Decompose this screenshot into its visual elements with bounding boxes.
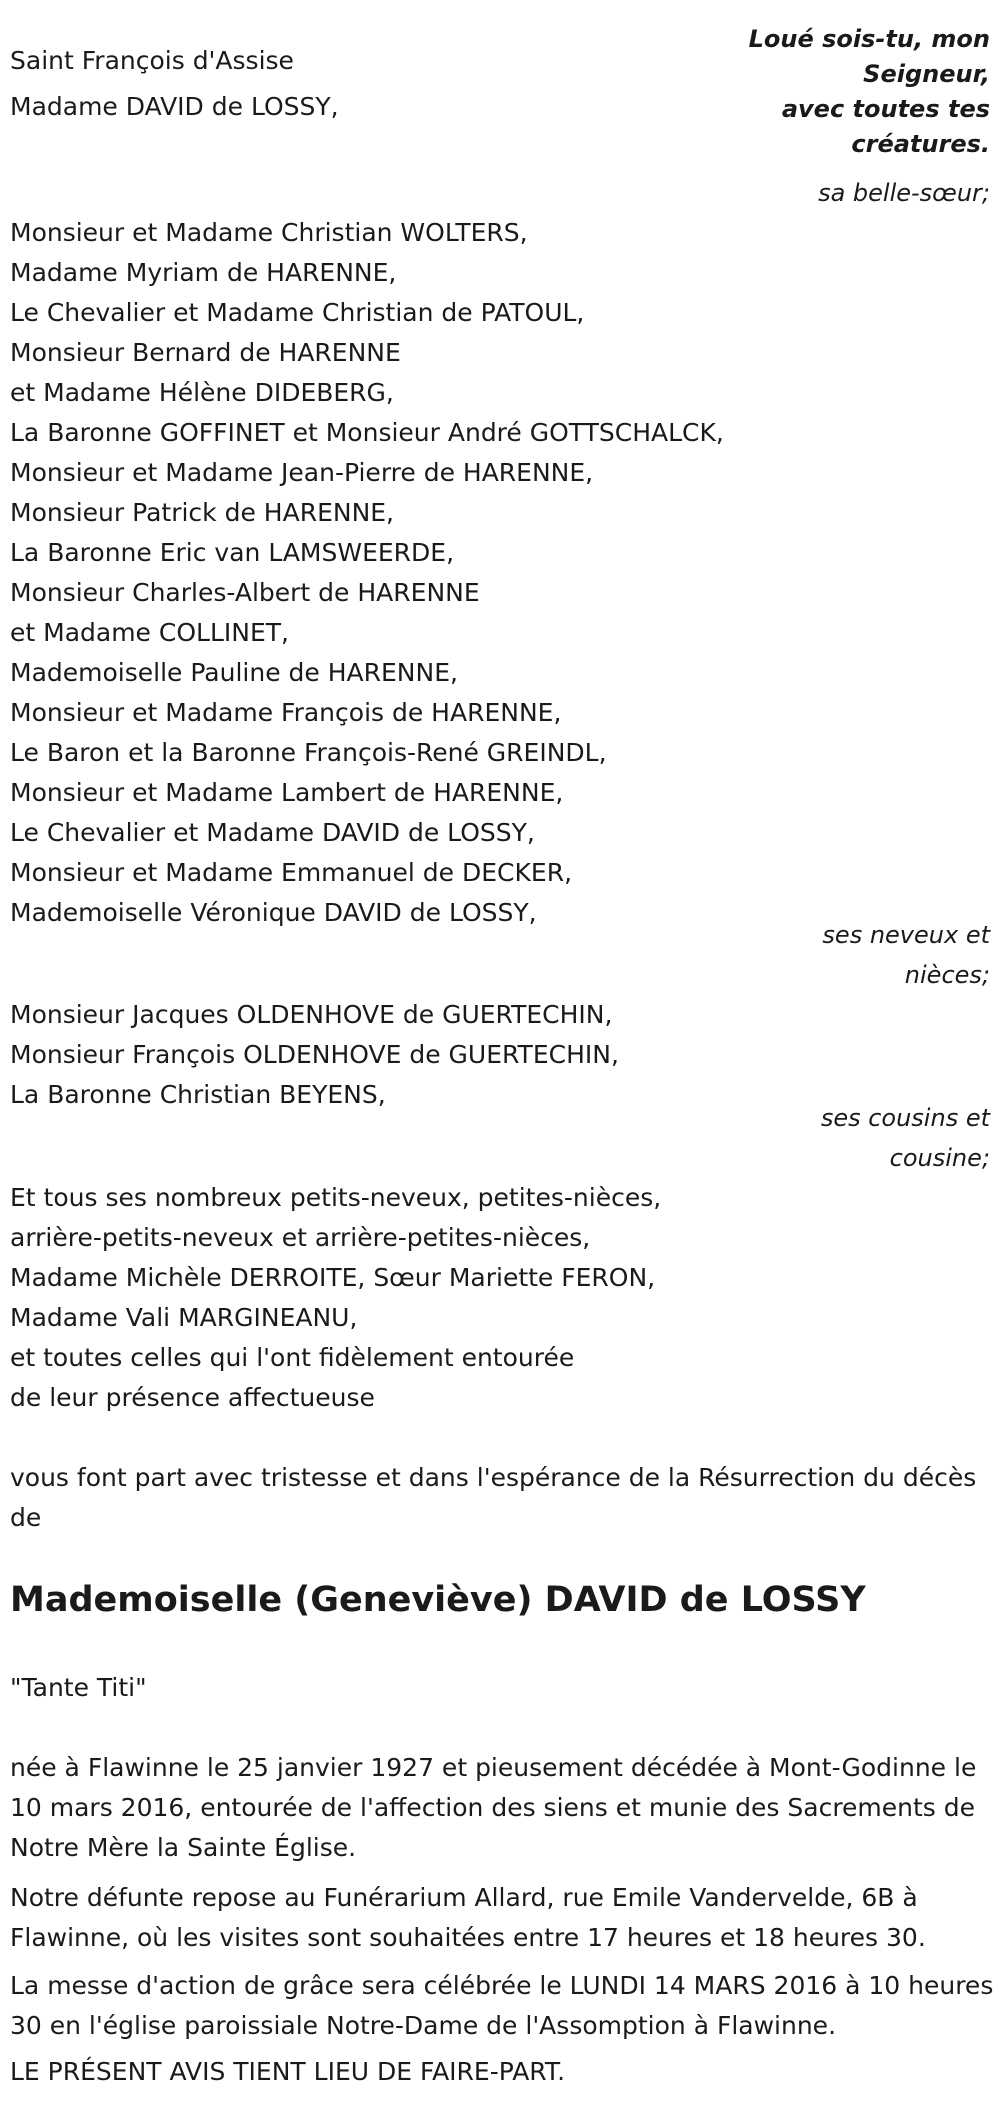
- deceased-name: Mademoiselle (Geneviève) DAVID de LOSSY: [10, 1580, 866, 1620]
- quote-line: Seigneur,: [863, 60, 990, 88]
- header-lines: [10, 38, 339, 130]
- role-cousins: [690, 1098, 990, 1178]
- list-item: Le Chevalier et Madame DAVID de LOSSY,: [10, 818, 535, 847]
- nickname: "Tante Titi": [10, 1673, 147, 1702]
- list-item: Le Chevalier et Madame Christian de PATOUL,: [10, 298, 585, 327]
- role-belle-soeur: sa belle-sœur;: [818, 179, 990, 207]
- list-item: Monsieur Jacques OLDENHOVE de GUERTECHIN,: [10, 1000, 613, 1029]
- role-neveux: [690, 915, 990, 995]
- list-item: Monsieur François OLDENHOVE de GUERTECHIN,: [10, 1040, 619, 1069]
- list-item: Monsieur et Madame Lambert de HARENNE,: [10, 778, 564, 807]
- list-item: Madame Michèle DERROITE, Sœur Mariette FERON,: [10, 1263, 656, 1292]
- list-item: La Baronne Christian BEYENS,: [10, 1080, 386, 1109]
- role-line: ses cousins et: [820, 1104, 990, 1132]
- funerarium-paragraph: Notre défunte repose au Funérarium Allard, rue Emile Vandervelde, 6B à Flawinne, où les visites sont souhaitées entre 17 heures et 18 heures 30.: [10, 1883, 926, 1952]
- list-item: Monsieur et Madame Christian WOLTERS,: [10, 218, 528, 247]
- list-item: Monsieur et Madame Jean-Pierre de HARENNE,: [10, 458, 594, 487]
- list-item: Et tous ses nombreux petits-neveux, petites-nièces,: [10, 1183, 662, 1212]
- sister-in-law-name: Madame DAVID de LOSSY,: [10, 92, 339, 121]
- list-item: La Baronne Eric van LAMSWEERDE,: [10, 538, 455, 567]
- quote-line: avec toutes tes: [781, 95, 990, 123]
- list-item: arrière-petits-neveux et arrière-petites-nièces,: [10, 1223, 591, 1252]
- list-item: et Madame COLLINET,: [10, 618, 289, 647]
- quote-line: créatures.: [851, 130, 990, 158]
- others-list: [10, 1178, 661, 1418]
- role-line: cousine;: [889, 1144, 990, 1172]
- list-item: Madame Myriam de HARENNE,: [10, 258, 397, 287]
- neveux-list: [10, 213, 724, 933]
- epigraph-quote: [690, 22, 990, 162]
- birth-death-paragraph: née à Flawinne le 25 janvier 1927 et pieusement décédée à Mont-Godinne le 10 mars 2016, entourée de l'affection des siens et munie des Sacrements de Notre Mère la Sainte Église.: [10, 1753, 977, 1862]
- announcement-text: vous font part avec tristesse et dans l'espérance de la Résurrection du décès de: [10, 1463, 977, 1532]
- mass-paragraph: La messe d'action de grâce sera célébrée le LUNDI 14 MARS 2016 à 10 heures 30 en l'église paroissiale Notre-Dame de l'Assomption à Flawinne.: [10, 1971, 994, 2040]
- quote-author: Saint François d'Assise: [10, 46, 294, 75]
- cousins-list: [10, 995, 619, 1115]
- list-item: Monsieur Patrick de HARENNE,: [10, 498, 395, 527]
- quote-line: Loué sois-tu, mon: [748, 25, 990, 53]
- list-item: Le Baron et la Baronne François-René GREINDL,: [10, 738, 607, 767]
- list-item: Monsieur et Madame François de HARENNE,: [10, 698, 562, 727]
- list-item: Mademoiselle Véronique DAVID de LOSSY,: [10, 898, 537, 927]
- list-item: Mademoiselle Pauline de HARENNE,: [10, 658, 458, 687]
- list-item: et toutes celles qui l'ont fidèlement entourée: [10, 1343, 575, 1372]
- notice-line: LE PRÉSENT AVIS TIENT LIEU DE FAIRE-PART.: [10, 2057, 566, 2086]
- list-item: La Baronne GOFFINET et Monsieur André GOTTSCHALCK,: [10, 418, 724, 447]
- list-item: de leur présence affectueuse: [10, 1383, 375, 1412]
- role-line: ses neveux et: [822, 921, 990, 949]
- list-item: Monsieur Bernard de HARENNE: [10, 338, 401, 367]
- role-line: nièces;: [904, 961, 990, 989]
- list-item: et Madame Hélène DIDEBERG,: [10, 378, 394, 407]
- list-item: Monsieur et Madame Emmanuel de DECKER,: [10, 858, 573, 887]
- list-item: Monsieur Charles-Albert de HARENNE: [10, 578, 480, 607]
- list-item: Madame Vali MARGINEANU,: [10, 1303, 358, 1332]
